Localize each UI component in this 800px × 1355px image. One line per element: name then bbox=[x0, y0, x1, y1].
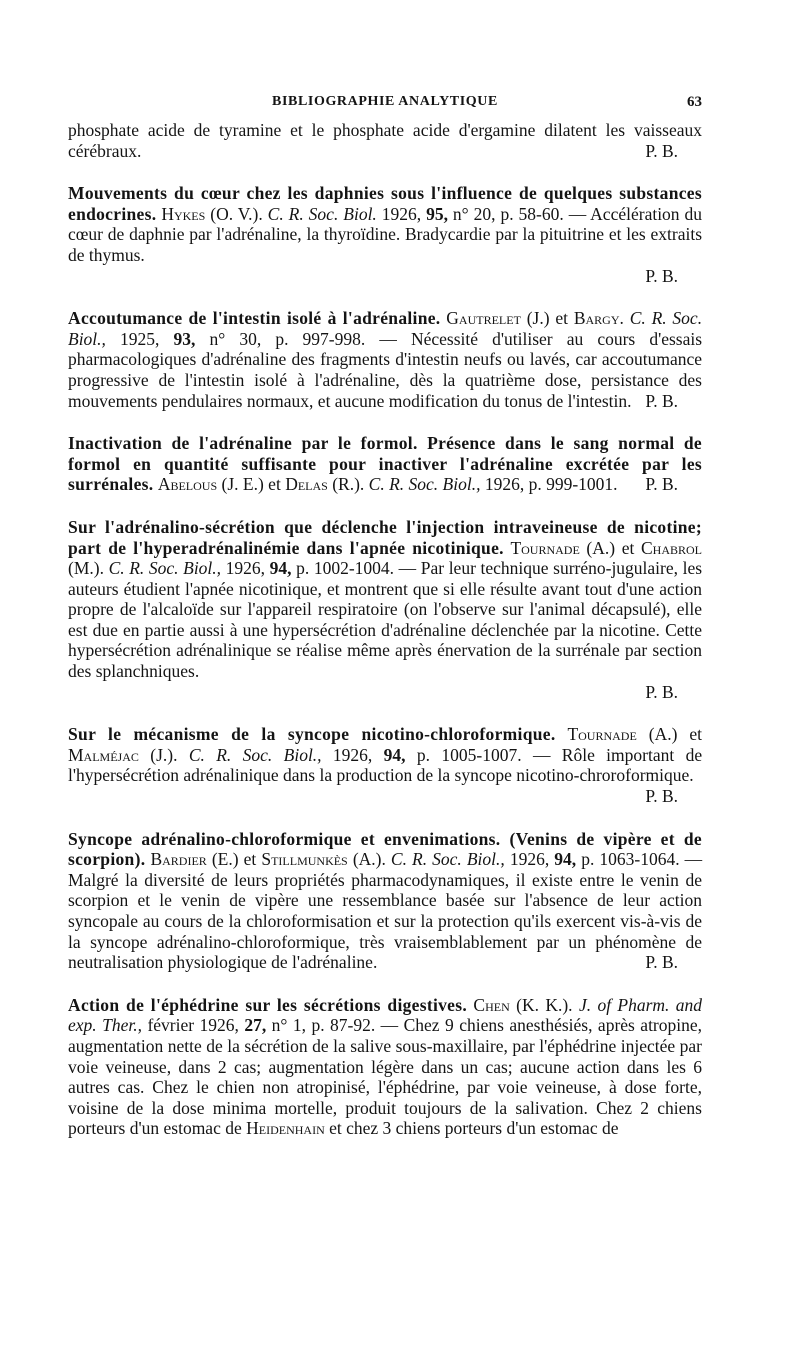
entry-body: Accoutumance de l'intestin isolé à l'adrénaline. Gautrelet (J.) et Bargy. C. R. Soc. Biol., 1925, 93, n° 30, p. 997-998. — Nécessité d'utiliser au cours d'essais pharmacologiques d'adrénaline des fragments d'intestin neufs ou lavés, car accoutumance progressive de l'intestin isolé à l'adrénaline, dès la quatrième dose, persistance des mouvements pendulaires normaux, et aucune modification du tonus de l'intestin. P. B. bbox=[68, 308, 703, 411]
entry-syncope bbox=[68, 724, 702, 806]
author: Tournade bbox=[567, 724, 637, 745]
entry-body: Syncope adrénalino-chloroformique et envenimations. (Venins de vipère et de scorpion). Bardier (E.) et Stillmunkès (A.). C. R. Soc. Biol., 1926, 94, p. 1063-1064. — Malgré la diversité de leurs propriétés pharmacodynamiques, il existe entre le venin de scorpion et le venin de vipère une ressemblance basée sur l'absence de leur action syncopale au cours de la chloroformisation et sur la protection qu'ils exercent vis-à-vis de la syncope adrénalino-chloroformique, très vraisemblablement par un phénomène de neutralisation physiologique de l'adrénaline. P. B. bbox=[68, 828, 703, 973]
document-page bbox=[68, 92, 702, 1161]
summary: — Chez 9 chiens anesthésiés, après atropine, augmentation nette de la sécrétion de la salive sous-maxillaire, par l'éphédrine injectée par voie veineuse, dans 2 cas; augmentation légère dans un cas; aucune action dans les 6 autres cas. Chez le chien non atropinisé, l'éphédrine, par voie veineuse, à dose forte, voisine de la dose minima mortelle, produit toujours de la salivation. Chez 2 chiens porteurs d'un estomac de bbox=[68, 1015, 703, 1139]
page-number: 63 bbox=[687, 94, 702, 110]
entry-body: Sur l'adrénalino-sécrétion que déclenche l'injection intraveineuse de nicotine; part de l'hyperadrénalinémie dans l'apnée nicotinique. Tournade (A.) et Chabrol (M.). C. R. Soc. Biol., 1926, 94, p. 1002-1004. — Par leur technique surréno-jugulaire, les auteurs étudient l'apnée nicotinique, et montrent que si elle résulte avant tout d'une action propre de l'alcaloïde sur l'appareil respiratoire (on l'observe sur l'animal décapsulé), elle est due en partie aussi à une hypersécrétion d'adrénaline déclenchée par la nicotine. Cette hypersécrétion adrénalinique se réalise même après énervation de la surrénale par section des splanchniques. bbox=[68, 516, 703, 682]
entry-title: Mouvements du cœur chez les daphnies sous l'influence de quelques substances endocrines. bbox=[68, 183, 702, 224]
entry-ephedrine bbox=[68, 995, 702, 1139]
summary: — Rôle important de l'hypersécrétion adrénalinique dans la production de la syncope nicotino-chroroformique. bbox=[68, 744, 703, 786]
journal: C. R. Soc. Biol., bbox=[188, 744, 322, 765]
author: Stillmunkès bbox=[261, 849, 348, 870]
summary: — Nécessité d'utiliser au cours d'essais pharmacologiques d'adrénaline des fragments d'intestin neufs ou lavés, car accoutumance progressive de l'intestin isolé à l'adrénaline, dès la quatrième dose, persistance des mouvements pendulaires normaux, et aucune modification du tonus de l'intestin. bbox=[68, 328, 703, 411]
entry-title: Accoutumance de l'intestin isolé à l'adrénaline. bbox=[68, 308, 441, 329]
signature: P. B. bbox=[645, 140, 678, 161]
signature: P. B. bbox=[645, 265, 678, 286]
running-header bbox=[68, 92, 702, 114]
signature: P. B. bbox=[645, 952, 678, 973]
entry-text: phosphate acide de tyramine et le phosphate acide d'ergamine dilatent les vaisseaux cérébraux. P. B. bbox=[68, 120, 702, 161]
author: Chabrol bbox=[640, 537, 702, 558]
entry-intestin bbox=[68, 308, 702, 411]
entry-nicotine bbox=[68, 517, 702, 702]
author-reference: Heidenhain bbox=[246, 1118, 325, 1139]
running-title: BIBLIOGRAPHIE ANALYTIQUE bbox=[272, 94, 498, 109]
signature: P. B. bbox=[645, 390, 678, 411]
journal: C. R. Soc. Biol. bbox=[267, 203, 377, 224]
entry-body: Inactivation de l'adrénaline par le formol. Présence dans le sang normal de formol en quantité suffisante pour inactiver l'adrénaline excrétée par les surrénales. Abelous (J. E.) et Delas (R.). C. R. Soc. Biol., 1926, p. 999-1001. P. B. bbox=[68, 433, 702, 495]
entry-title: Syncope adrénalino-chloroformique et envenimations. (Venins de vipère et de scorpion). bbox=[68, 828, 702, 870]
journal: C. R. Soc. Biol., bbox=[108, 558, 222, 579]
author: Abelous bbox=[157, 474, 218, 495]
entry-title: Sur l'adrénalino-sécrétion que déclenche l'injection intraveineuse de nicotine; part de l'hyperadrénalinémie dans l'apnée nicotinique. bbox=[68, 516, 702, 558]
entry-body: Action de l'éphédrine sur les sécrétions digestives. Chen (K. K.). J. of Pharm. and exp. Ther., février 1926, 27, n° 1, p. 87-92. — Chez 9 chiens anesthésiés, après atropine, augmentation nette de la sécrétion de la salive sous-maxillaire, par l'éphédrine injectée par voie veineuse, dans 2 cas; augmentation légère dans un cas; aucune action dans les 6 autres cas. Chez le chien non atropinisé, l'éphédrine, par voie veineuse, à dose forte, voisine de la dose minima mortelle, produit toujours de la salivation. Chez 2 chiens porteurs d'un estomac de Heidenhain et chez 3 chiens porteurs d'un estomac de bbox=[68, 994, 703, 1139]
signature: P. B. bbox=[645, 786, 678, 807]
entry-body: Sur le mécanisme de la syncope nicotino-chloroformique. Tournade (A.) et Malméjac (J.). C. R. Soc. Biol., 1926, 94, p. 1005-1007. — Rôle important de l'hypersécrétion adrénalinique dans la production de la syncope nicotino-chroroformique. P. B. bbox=[68, 724, 703, 807]
summary: — Par leur technique surréno-jugulaire, les auteurs étudient l'apnée nicotinique, et montrent que si elle résulte avant tout d'une action propre de l'alcaloïde sur l'appareil respiratoire (on l'observe sur l'animal décapsulé), elle est due en partie aussi à une hypersécrétion d'adrénaline déclenchée par la nicotine. Cette hypersécrétion adrénalinique se réalise même après énervation de la surrénale par section des splanchniques. bbox=[68, 558, 703, 682]
journal: C. R. Soc. Biol., bbox=[68, 308, 703, 349]
author: Hykes bbox=[161, 203, 206, 224]
author: Bardier bbox=[150, 849, 207, 870]
entry-daphnies bbox=[68, 183, 702, 286]
author: Gautrelet bbox=[446, 308, 521, 329]
entry-formol bbox=[68, 433, 702, 495]
author: Malméjac bbox=[68, 744, 139, 765]
entry-title: Action de l'éphédrine sur les sécrétions digestives. bbox=[68, 994, 468, 1015]
entry-title: Inactivation de l'adrénaline par le formol. Présence dans le sang normal de formol en quantité suffisante pour inactiver l'adrénaline excrétée par les surrénales. bbox=[68, 433, 702, 495]
entry-body: Mouvements du cœur chez les daphnies sous l'influence de quelques substances endocrines. Hykes (O. V.). C. R. Soc. Biol. 1926, 95, n° 20, p. 58-60. — Accélération du cœur de daphnie par l'adrénaline, la thyroïdine. Bradycardie par la pituitrine et les extraits de thymus. bbox=[68, 183, 703, 265]
author: Chen bbox=[473, 994, 510, 1015]
journal: C. R. Soc. Biol., bbox=[368, 474, 481, 495]
entry-title: Sur le mécanisme de la syncope nicotino-chloroformique. bbox=[68, 724, 556, 745]
journal: C. R. Soc. Biol., bbox=[390, 849, 505, 870]
summary: — Malgré la diversité de leurs propriétés pharmacodynamiques, il existe entre le venin de scorpion et le venin de vipère une ressemblance basée sur l'absence de leur action syncopale au cours de la chloroformisation et sur la protection qu'ils exercent vis-à-vis de la syncope adrénalino-chloroformique, très vraisemblablement par un phénomène de neutralisation physiologique de l'adrénaline. bbox=[68, 849, 703, 973]
author: Bargy. bbox=[573, 308, 624, 329]
author: Tournade bbox=[510, 537, 580, 558]
author: Delas bbox=[285, 474, 328, 495]
entry-continued bbox=[68, 120, 702, 161]
entry-envenimations bbox=[68, 829, 702, 973]
signature: P. B. bbox=[645, 681, 678, 702]
journal: J. of Pharm. and exp. Ther., bbox=[68, 994, 703, 1036]
signature: P. B. bbox=[645, 474, 678, 495]
summary: — Accélération du cœur de daphnie par l'adrénaline, la thyroïdine. Bradycardie par la pituitrine et les extraits de thymus. bbox=[68, 203, 703, 265]
